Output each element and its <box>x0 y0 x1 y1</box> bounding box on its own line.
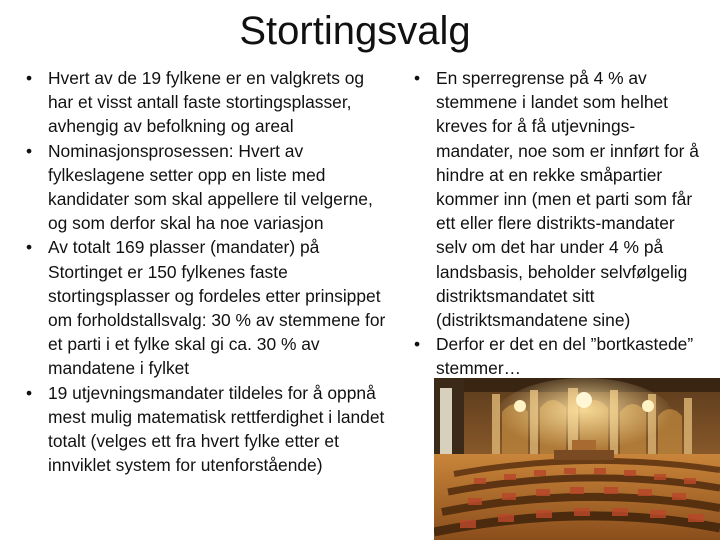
bullet-item: • Hvert av de 19 fylkene er en valgkrets og har et visst antall faste stortingsplasser, avhengig av befolkning og areal <box>22 66 394 139</box>
left-bullet-list <box>22 66 394 477</box>
slide-title: Stortingsvalg <box>239 9 471 53</box>
bullet-item: • Nominasjonsprosessen: Hvert av fylkeslagene setter opp en liste med kandidater som skal appellere til velgerne, og som derfor skal ha noe variasjon <box>22 139 394 236</box>
right-bullet-list <box>410 66 710 381</box>
bullet-item: • Av totalt 169 plasser (mandater) på Stortinget er 150 fylkenes faste stortingsplasser og fordeles etter prinsippet om forholdstallsvalg: 30 % av stemmene for et parti i et fylke skal gi ca. 30 % av mandatene i fylket <box>22 235 394 380</box>
parliament-chamber-photo <box>434 378 720 540</box>
bullet-item: • 19 utjevningsmandater tildeles for å oppnå mest mulig matematisk rettferdighet i landet totalt (velges ett fra hvert fylke etter et innviklet system for utenforstående) <box>22 381 394 478</box>
parliament-chamber-illustration <box>434 378 720 540</box>
bullet-item: • Derfor er det en del ”bortkastede” stemmer… <box>410 332 710 380</box>
bullet-item: • En sperregrense på 4 % av stemmene i landet som helhet kreves for å få utjevnings-mandater, noe som er innført for å hindre at en rekke småpartier kommer inn (men et parti som får ett eller flere distrikts-mandater selv om det har under 4 % på landsbasis, beholder selvfølgelig distriktsmandatet sitt (distriktsmandatene sine) <box>410 66 710 332</box>
